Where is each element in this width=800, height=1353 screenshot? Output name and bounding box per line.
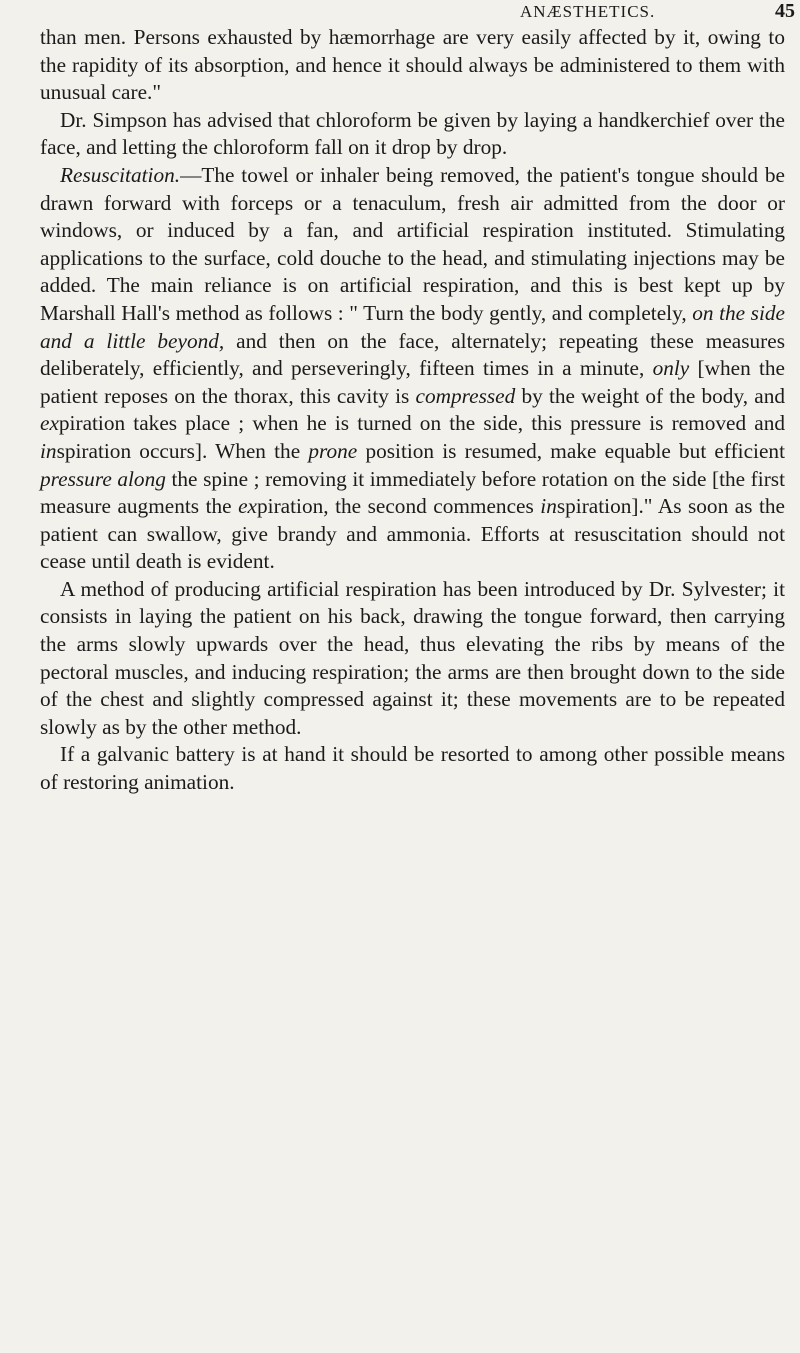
emphasis-run: pressure along [40,466,166,491]
emphasis-run: ex [238,494,258,519]
paragraph-sylvester-method: A method of producing artificial respiration has been introduced by Dr. Sylvester; it consists in laying the patient on his back, drawing the tongue forward, then carrying the arms slowly upwards over the head, thus elevating the ribs by means of the pectoral muscles, and inducing respiration; the arms are then brought down to the side of the chest and slightly compressed against it; these movements are to be repeated slowly as by the other method. [40,576,785,739]
emphasis-run: ex [40,411,59,436]
text-run: piration takes place ; when he is turned on the side, this pressure is removed and [58,411,785,436]
text-run: [when the patient reposes on the thorax, this cavity is [40,356,785,408]
text-run: spiration]." As soon as the patient can swallow, give brandy and ammonia. Efforts at resuscitation should not cease until death is evident. [40,494,785,574]
emphasis-run: compressed [415,383,516,408]
running-title: ANÆSTHETICS. [520,2,656,21]
emphasis-run: in [540,494,557,519]
emphasis-run: only [652,356,690,381]
paragraph-resuscitation [40,162,785,576]
section-heading-resuscitation: Resuscitation. [60,162,181,187]
emphasis-run: prone [308,438,358,463]
text-run: —The towel or inhaler being removed, the patient's tongue should be drawn forward with forceps or a tenaculum, fresh air admitted from the door or windows, or induced by a fan, and artificial respiration instituted. Stimulating applications to the surface, cold douche to the head, and stimulating injections may be added. The main reliance is on artificial respiration, and this is best kept up by Marshall Hall's method as follows : " Turn the body gently, and completely, [40,162,785,325]
body-text [40,24,785,797]
paragraph-simpson-method: Dr. Simpson has advised that chloroform be given by laying a handkerchief over the face, and letting the chloroform fall on it drop by drop. [40,107,785,160]
emphasis-run: on the side and a little beyond, [40,300,785,353]
page-number: 45 [775,0,795,22]
text-run: and then on the face, alternately; repeating these measures deliberately, efficiently, and perseveringly, fifteen times in a minute, [40,328,785,381]
running-head [520,0,800,24]
paragraph-haemorrhage: than men. Persons exhausted by hæmorrhage are very easily affected by it, owing to the rapidity of its absorption, and hence it should always be administered to them with unusual care." [40,25,785,105]
text-run: the spine ; removing it immediately before rotation on the side [the first measure augments the [40,466,785,519]
paragraph-galvanic-battery: If a galvanic battery is at hand it should be resorted to among other possible means of restoring animation. [40,742,785,795]
text-run: piration, the second commences [257,494,541,519]
text-run: spiration occurs]. When the [56,438,309,463]
text-run: by the weight of the body, and [515,383,785,408]
text-run: position is resumed, make equable but efficient [357,438,785,463]
emphasis-run: in [40,438,57,463]
